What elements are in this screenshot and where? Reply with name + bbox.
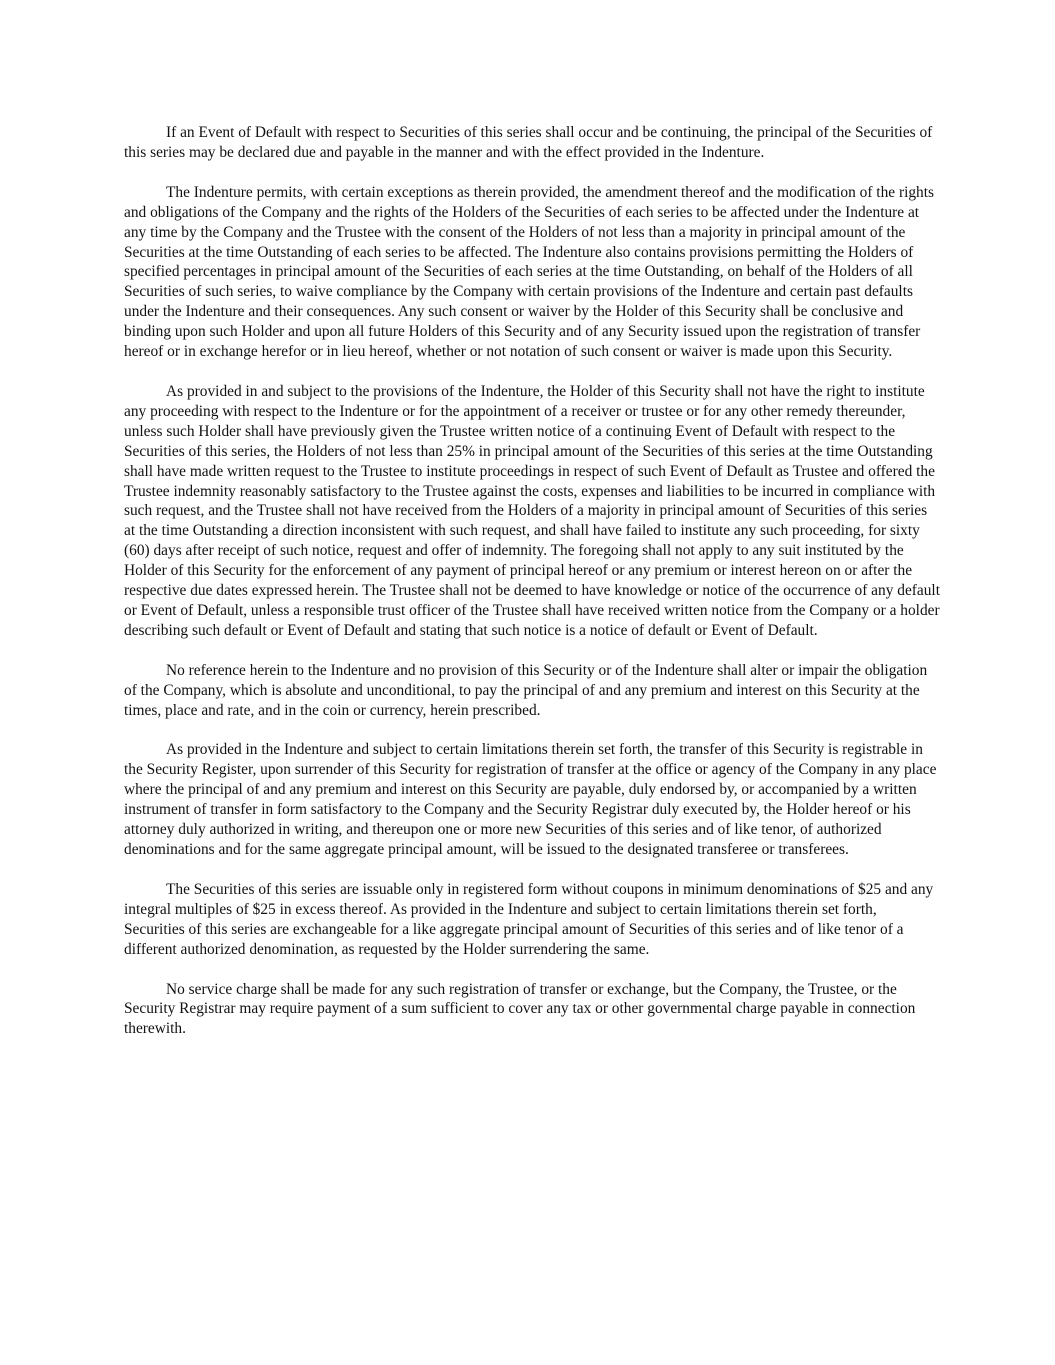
paragraph-denominations: The Securities of this series are issuable only in registered form without coupons in minimum denominations of $25 and any integral multiples of $25 in excess thereof. As provided in the Indenture and subject to certain limitations therein set forth, Securities of this series are exchangeable for a like aggregate principal amount of Securities of this series and of like tenor of a different authorized denomination, as requested by the Holder surrendering the same. bbox=[124, 880, 934, 958]
paragraph-obligation-unconditional: No reference herein to the Indenture and no provision of this Security or of the Indenture shall alter or impair the obligation of the Company, which is absolute and unconditional, to pay the principal of and any premium and interest on this Security at the times, place and rate, and in the coin or currency, herein prescribed. bbox=[124, 661, 928, 719]
paragraph-amendment-waiver: The Indenture permits, with certain exceptions as therein provided, the amendment thereof and the modification of the rights and obligations of the Company and the rights of the Holders of the Securities of each series to be affected under the Indenture at any time by the Company and the Trustee with the consent of the Holders of not less than a majority in principal amount of the Securities at the time Outstanding of each series to be affected. The Indenture also contains provisions permitting the Holders of specified percentages in principal amount of the Securities of each series at the time Outstanding, on behalf of the Holders of all Securities of such series, to waive compliance by the Company with certain provisions of the Indenture and certain past defaults under the Indenture and their consequences. Any such consent or waiver by the Holder of this Security shall be conclusive and binding upon such Holder and upon all future Holders of this Security and of any Security issued upon the registration of transfer hereof or in exchange herefor or in lieu hereof, whether or not notation of such consent or waiver is made upon this Security. bbox=[124, 183, 934, 361]
paragraph-transfer-registration: As provided in the Indenture and subject to certain limitations therein set forth, the transfer of this Security is registrable in the Security Register, upon surrender of this Security for registration of transfer at the office or agency of the Company in any place where the principal of and any premium and interest on this Security are payable, duly endorsed by, or accompanied by a written instrument of transfer in form satisfactory to the Company and the Security Registrar duly executed by, the Holder hereof or his attorney duly authorized in writing, and thereupon one or more new Securities of this series and of like tenor, of authorized denominations and for the same aggregate principal amount, will be issued to the designated transferee or transferees. bbox=[124, 741, 937, 858]
document-body bbox=[124, 123, 940, 1059]
paragraph-service-charge: No service charge shall be made for any such registration of transfer or exchange, but the Company, the Trustee, or the Security Registrar may require payment of a sum sufficient to cover any tax or other governmental charge payable in connection therewith. bbox=[124, 980, 916, 1038]
paragraph-holder-proceedings: As provided in and subject to the provisions of the Indenture, the Holder of this Security shall not have the right to institute any proceeding with respect to the Indenture or for the appointment of a receiver or trustee or for any other remedy thereunder, unless such Holder shall have previously given the Trustee written notice of a continuing Event of Default with respect to the Securities of this series, the Holders of not less than 25% in principal amount of the Securities of this series at the time Outstanding shall have made written request to the Trustee to institute proceedings in respect of such Event of Default as Trustee and offered the Trustee indemnity reasonably satisfactory to the Trustee against the costs, expenses and liabilities to be incurred in compliance with such request, and the Trustee shall not have received from the Holders of a majority in principal amount of Securities of this series at the time Outstanding a direction inconsistent with such request, and shall have failed to institute any such proceeding, for sixty (60) days after receipt of such notice, request and offer of indemnity. The foregoing shall not apply to any suit instituted by the Holder of this Security for the enforcement of any payment of principal hereof or any premium or interest hereon on or after the respective due dates expressed herein. The Trustee shall not be deemed to have knowledge or notice of the occurrence of any default or Event of Default, unless a responsible trust officer of the Trustee shall have received written notice from the Company or a holder describing such default or Event of Default and stating that such notice is a notice of default or Event of Default. bbox=[124, 382, 940, 639]
paragraph-event-of-default: If an Event of Default with respect to Securities of this series shall occur and be continuing, the principal of the Securities of this series may be declared due and payable in the manner and with the effect provided in the Indenture. bbox=[124, 124, 933, 161]
